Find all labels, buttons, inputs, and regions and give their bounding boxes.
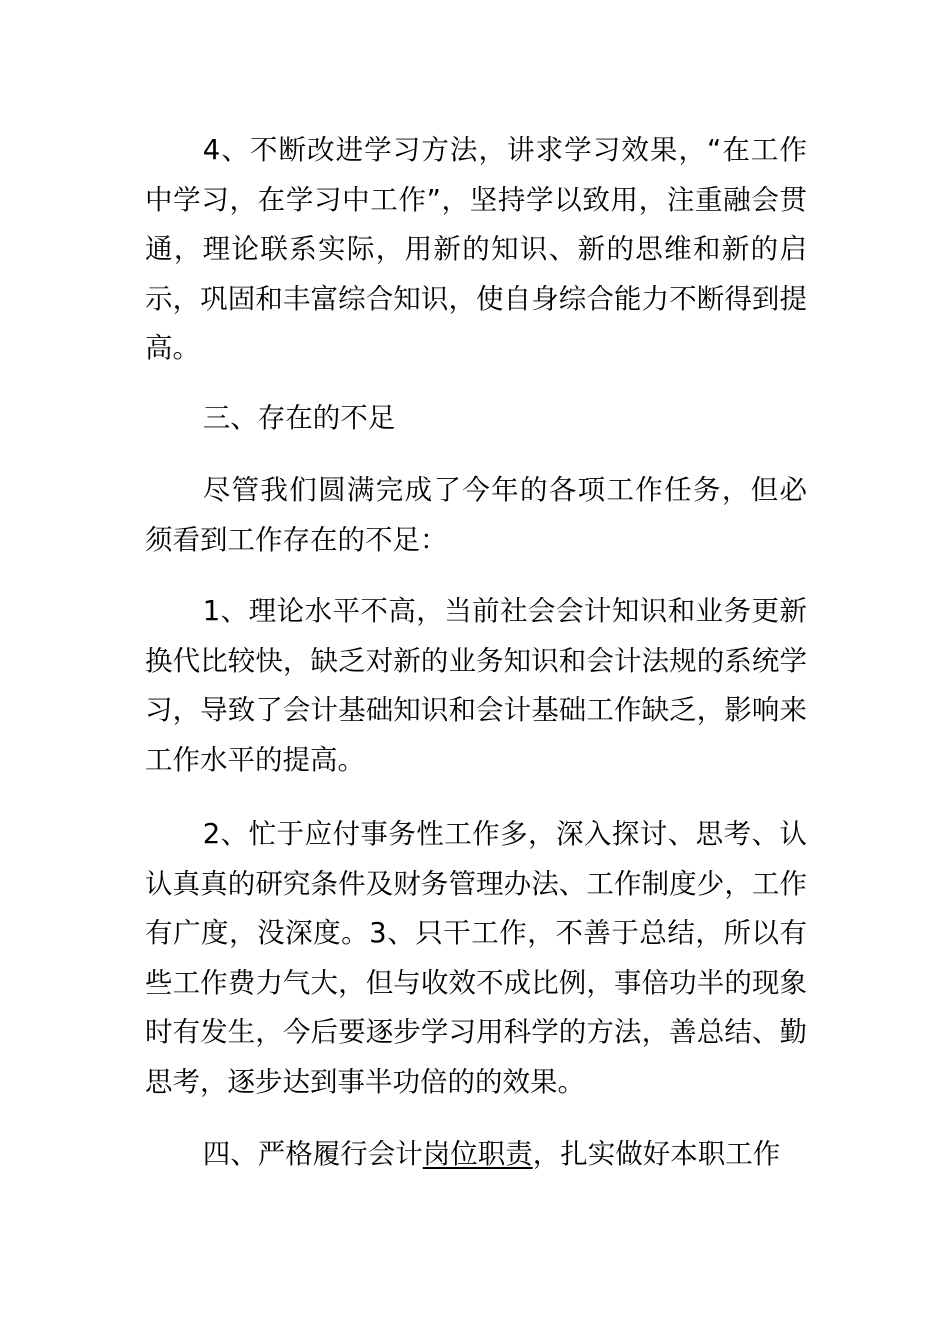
underlined-term-job-duties: 岗位职责 <box>422 1138 533 1170</box>
paragraph-study-methods: 4、不断改进学习方法，讲求学习效果，“在工作中学习，在学习中工作”，坚持学以致用，注重融会贯通，理论联系实际，用新的知识、新的思维和新的启示，巩固和丰富综合知识，使自身综合能力不断得到提高。 <box>145 134 807 364</box>
paragraph-shortcomings-intro: 尽管我们圆满完成了今年的各项工作任务，但必须看到工作存在的不足： <box>145 474 807 556</box>
document-body <box>145 126 807 1180</box>
section-heading-shortcomings: 三、存在的不足 <box>202 401 396 434</box>
section-heading-duties <box>145 1130 807 1180</box>
heading-text-after: ，扎实做好本职工作 <box>532 1138 781 1170</box>
paragraph-theory-level: 1、理论水平不高，当前社会会计知识和业务更新换代比较快，缺乏对新的业务知识和会计法规的系统学习，导致了会计基础知识和会计基础工作缺乏，影响来工作水平的提高。 <box>145 595 807 776</box>
paragraph-routine-work: 2、忙于应付事务性工作多，深入探讨、思考、认认真真的研究条件及财务管理办法、工作制度少，工作有广度，没深度。3、只干工作，不善于总结，所以有些工作费力气大，但与收效不成比例，事倍功半的现象时有发生，今后要逐步学习用科学的方法，善总结、勤思考，逐步达到事半功倍的的效果。 <box>145 818 807 1098</box>
heading-text-before: 四、严格履行会计 <box>202 1138 423 1170</box>
